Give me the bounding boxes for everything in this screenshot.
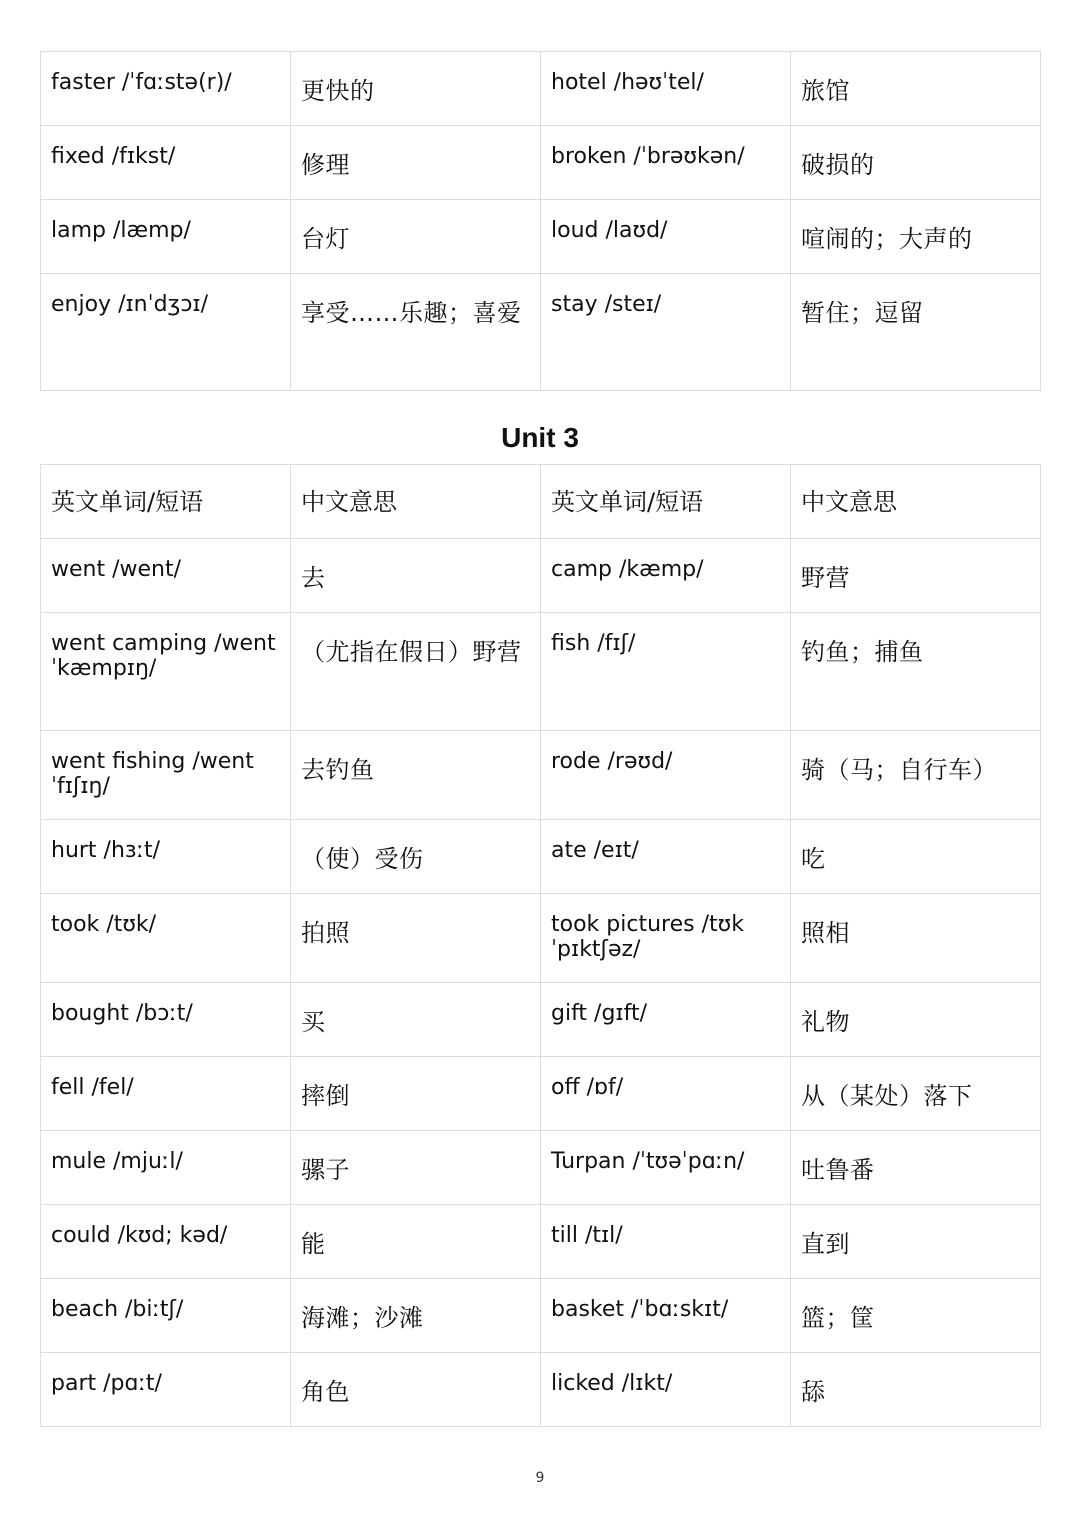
table-row <box>41 1353 1041 1427</box>
chinese-meaning: 摔倒 <box>291 1057 541 1131</box>
column-header-chinese: 中文意思 <box>791 465 1041 539</box>
table-row <box>41 820 1041 894</box>
chinese-meaning: 骑（马；自行车） <box>791 731 1041 820</box>
chinese-meaning: 喧闹的；大声的 <box>791 200 1041 274</box>
english-word: camp /kæmp/ <box>541 539 791 613</box>
table-row <box>41 1205 1041 1279</box>
english-word: hotel /həʊˈtel/ <box>541 52 791 126</box>
chinese-meaning: 照相 <box>791 894 1041 983</box>
english-word: went fishing /went ˈfɪʃɪŋ/ <box>41 731 291 820</box>
chinese-meaning: 买 <box>291 983 541 1057</box>
english-word: could /kʊd; kəd/ <box>41 1205 291 1279</box>
english-word: went /went/ <box>41 539 291 613</box>
table-row <box>41 1279 1041 1353</box>
english-word: hurt /hɜːt/ <box>41 820 291 894</box>
english-word: fixed /fɪkst/ <box>41 126 291 200</box>
chinese-meaning: 吐鲁番 <box>791 1131 1041 1205</box>
chinese-meaning: 篮；筐 <box>791 1279 1041 1353</box>
english-word: licked /lɪkt/ <box>541 1353 791 1427</box>
chinese-meaning: 暂住；逗留 <box>791 274 1041 391</box>
chinese-meaning: （尤指在假日）野营 <box>291 613 541 731</box>
chinese-meaning: 旅馆 <box>791 52 1041 126</box>
chinese-meaning: 享受……乐趣；喜爱 <box>291 274 541 391</box>
chinese-meaning: 直到 <box>791 1205 1041 1279</box>
chinese-meaning: 破损的 <box>791 126 1041 200</box>
table-row <box>41 200 1041 274</box>
english-word: loud /laʊd/ <box>541 200 791 274</box>
chinese-meaning: 舔 <box>791 1353 1041 1427</box>
english-word: off /ɒf/ <box>541 1057 791 1131</box>
table-row <box>41 613 1041 731</box>
english-word: beach /biːtʃ/ <box>41 1279 291 1353</box>
page-number: 9 <box>535 1470 545 1486</box>
chinese-meaning: 拍照 <box>291 894 541 983</box>
column-header-english: 英文单词/短语 <box>41 465 291 539</box>
vocab-table-top <box>40 51 1041 391</box>
english-word: ate /eɪt/ <box>541 820 791 894</box>
table-row <box>41 731 1041 820</box>
table-row <box>41 52 1041 126</box>
chinese-meaning: 钓鱼；捕鱼 <box>791 613 1041 731</box>
english-word: fish /fɪʃ/ <box>541 613 791 731</box>
english-word: part /pɑːt/ <box>41 1353 291 1427</box>
chinese-meaning: 角色 <box>291 1353 541 1427</box>
english-word: mule /mjuːl/ <box>41 1131 291 1205</box>
table-row <box>41 983 1041 1057</box>
chinese-meaning: 能 <box>291 1205 541 1279</box>
vocab-table-unit3 <box>40 464 1041 1427</box>
english-word: enjoy /ɪnˈdʒɔɪ/ <box>41 274 291 391</box>
chinese-meaning: （使）受伤 <box>291 820 541 894</box>
chinese-meaning: 修理 <box>291 126 541 200</box>
table-row <box>41 1131 1041 1205</box>
chinese-meaning: 礼物 <box>791 983 1041 1057</box>
table-row <box>41 894 1041 983</box>
english-word: till /tɪl/ <box>541 1205 791 1279</box>
chinese-meaning: 去 <box>291 539 541 613</box>
english-word: went camping /went ˈkæmpɪŋ/ <box>41 613 291 731</box>
english-word: faster /ˈfɑːstə(r)/ <box>41 52 291 126</box>
english-word: bought /bɔːt/ <box>41 983 291 1057</box>
unit-title: Unit 3 <box>501 422 579 453</box>
chinese-meaning: 野营 <box>791 539 1041 613</box>
chinese-meaning: 从（某处）落下 <box>791 1057 1041 1131</box>
english-word: took /tʊk/ <box>41 894 291 983</box>
english-word: rode /rəʊd/ <box>541 731 791 820</box>
table-row <box>41 274 1041 391</box>
chinese-meaning: 去钓鱼 <box>291 731 541 820</box>
chinese-meaning: 海滩；沙滩 <box>291 1279 541 1353</box>
table-row <box>41 126 1041 200</box>
chinese-meaning: 骡子 <box>291 1131 541 1205</box>
english-word: took pictures /tʊk ˈpɪktʃəz/ <box>541 894 791 983</box>
english-word: gift /gɪft/ <box>541 983 791 1057</box>
chinese-meaning: 更快的 <box>291 52 541 126</box>
column-header-chinese: 中文意思 <box>291 465 541 539</box>
column-header-english: 英文单词/短语 <box>541 465 791 539</box>
english-word: lamp /læmp/ <box>41 200 291 274</box>
table-row <box>41 1057 1041 1131</box>
english-word: fell /fel/ <box>41 1057 291 1131</box>
english-word: basket /ˈbɑːskɪt/ <box>541 1279 791 1353</box>
english-word: broken /ˈbrəʊkən/ <box>541 126 791 200</box>
table-row <box>41 539 1041 613</box>
chinese-meaning: 台灯 <box>291 200 541 274</box>
table-header-row <box>41 465 1041 539</box>
english-word: stay /steɪ/ <box>541 274 791 391</box>
english-word: Turpan /ˈtʊəˈpɑːn/ <box>541 1131 791 1205</box>
chinese-meaning: 吃 <box>791 820 1041 894</box>
